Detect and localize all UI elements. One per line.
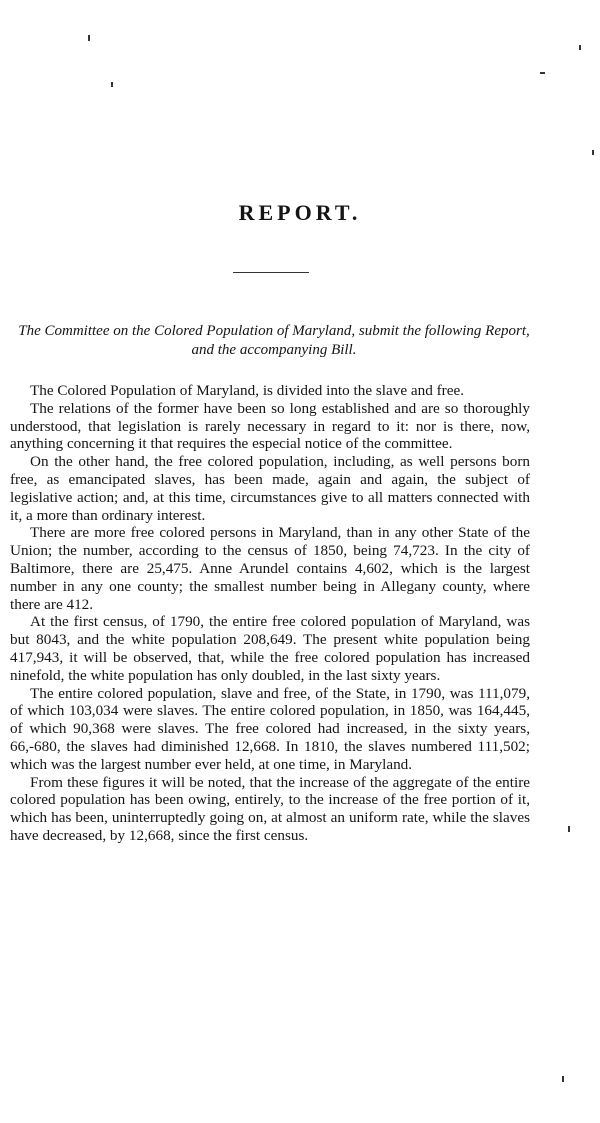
scan-speck xyxy=(579,45,581,50)
page-title: REPORT. xyxy=(238,200,362,225)
scan-speck xyxy=(592,150,594,155)
scan-speck xyxy=(88,35,90,41)
paragraph: From these figures it will be noted, that the increase of the aggregate of the entire colored population has been owing, entirely, to the increase of the free portion of it, which has been, uninterruptedly going on, at almost an uniform rate, while the slaves have decreased, by 12,668, since the first census. xyxy=(10,773,530,844)
scan-speck xyxy=(562,1076,564,1082)
scan-speck xyxy=(111,82,113,87)
paragraph: At the first census, of 1790, the entire free colored population of Maryland, was but 8043, and the white population 208,649. The present white population being 417,943, it will be observed, that, while the free colored population has increased ninefold, the white population has only doubled, in the last sixty years. xyxy=(10,613,530,684)
scan-speck xyxy=(568,826,570,832)
paragraph: On the other hand, the free colored population, including, as well persons born free, as emancipated slaves, has been made, again and again, the subject of legislative action; and, at this time, circumstances give to all matters connected with it, a more than ordinary interest. xyxy=(10,453,530,524)
ornamental-rule xyxy=(233,272,309,273)
scan-speck xyxy=(540,72,545,74)
paragraph: The entire colored population, slave and free, of the State, in 1790, was 111,079, of which 103,034 were slaves. The entire colored population, in 1850, was 164,445, of which 90,368 were slaves. The free colored had increased, in the sixty years, 66,-680, the slaves had diminished 12,668. In 1810, the slaves numbered 111,502; which was the largest number ever held, at one time, in Maryland. xyxy=(10,684,530,773)
report-body xyxy=(10,382,530,845)
paragraph: There are more free colored persons in Maryland, than in any other State of the Union; the number, according to the census of 1850, being 74,723. In the city of Baltimore, there are 25,475. Anne Arundel contains 4,602, which is the largest number in any one county; the smallest number being in Allegany county, where there are 412. xyxy=(10,524,530,613)
paragraph: The Colored Population of Maryland, is divided into the slave and free. xyxy=(30,382,465,399)
paragraph: The relations of the former have been so long established and are so thoroughly understood, that legislation is rarely necessary in regard to it: nor is there, now, anything concerning it that requires the especial notice of the committee. xyxy=(10,399,530,453)
intro-statement: The Committee on the Colored Population of Maryland, submit the following Report, and the accompanying Bill. xyxy=(18,323,530,358)
